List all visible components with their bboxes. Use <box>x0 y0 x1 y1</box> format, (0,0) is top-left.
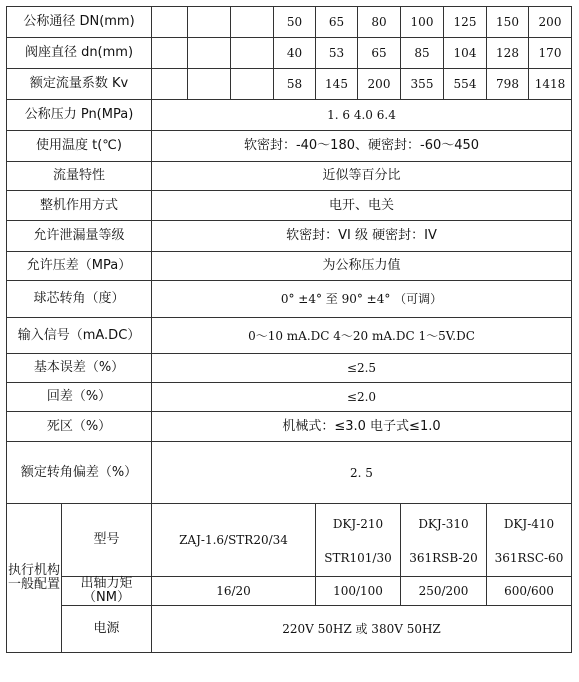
row-label: 公称压力 Pn(MPa) <box>7 100 152 131</box>
table-row-leakage-class <box>7 221 572 252</box>
model-top: DKJ-410 <box>503 517 555 531</box>
value-cell: 近似等百分比 <box>152 162 572 191</box>
value-cell: ≤2.5 <box>152 354 572 383</box>
model-option <box>401 504 487 577</box>
blank-cell <box>188 7 231 38</box>
table-row-action-mode <box>7 191 572 221</box>
power-value: 220V 50HZ 或 380V 50HZ <box>152 606 572 653</box>
table-row-actuator-model <box>7 504 572 577</box>
value-cell: 798 <box>487 69 529 100</box>
value-cell: 40 <box>274 38 316 69</box>
row-label: 流量特性 <box>7 162 152 191</box>
power-label: 电源 <box>62 606 152 653</box>
torque-value: 250/200 <box>401 577 487 606</box>
blank-cell <box>231 69 274 100</box>
row-label: 基本误差（%） <box>7 354 152 383</box>
blank-cell <box>188 69 231 100</box>
blank-cell <box>152 7 188 38</box>
value-cell: 0° ±4° 至 90° ±4° （可调） <box>152 281 572 318</box>
torque-main: 16/20 <box>152 577 316 606</box>
table-row-pressure-diff <box>7 252 572 281</box>
value-cell: 1418 <box>529 69 572 100</box>
table-row-nominal-pressure <box>7 100 572 131</box>
valve-spec-table <box>6 6 572 653</box>
row-label: 额定流量系数 Kv <box>7 69 152 100</box>
value-cell: 电开、电关 <box>152 191 572 221</box>
row-label: 阀座直径 dn(mm) <box>7 38 152 69</box>
blank-cell <box>231 7 274 38</box>
value-cell: 1. 6 4.0 6.4 <box>152 100 572 131</box>
row-label: 整机作用方式 <box>7 191 152 221</box>
value-cell: 0～10 mA.DC 4～20 mA.DC 1～5V.DC <box>152 318 572 354</box>
model-bottom: 361RSB-20 <box>409 551 478 565</box>
value-cell: 80 <box>358 7 401 38</box>
table-row-flow-coefficient <box>7 69 572 100</box>
model-label: 型号 <box>62 504 152 577</box>
table-row-angle-deviation <box>7 442 572 504</box>
table-row-flow-characteristic <box>7 162 572 191</box>
torque-value: 600/600 <box>487 577 572 606</box>
value-cell: 为公称压力值 <box>152 252 572 281</box>
table-row-basic-error <box>7 354 572 383</box>
value-cell: 50 <box>274 7 316 38</box>
value-cell: 128 <box>487 38 529 69</box>
row-label: 回差（%） <box>7 383 152 412</box>
table-row-actuator-torque <box>7 577 572 606</box>
value-cell: 85 <box>401 38 444 69</box>
value-cell: 53 <box>316 38 358 69</box>
table-row-seat-diameter <box>7 38 572 69</box>
model-bottom: STR101/30 <box>324 551 392 565</box>
value-cell: 软密封：VI 级 硬密封：IV <box>152 221 572 252</box>
value-cell: 170 <box>529 38 572 69</box>
table-row-dead-zone <box>7 412 572 442</box>
value-cell: 软密封：-40～180、硬密封：-60～450 <box>152 131 572 162</box>
blank-cell <box>231 38 274 69</box>
model-option <box>487 504 572 577</box>
value-cell: 200 <box>529 7 572 38</box>
value-cell: 554 <box>444 69 487 100</box>
table-row-rotation-angle <box>7 281 572 318</box>
blank-cell <box>152 69 188 100</box>
value-cell: 58 <box>274 69 316 100</box>
table-row-nominal-diameter <box>7 7 572 38</box>
value-cell: 145 <box>316 69 358 100</box>
value-cell: 125 <box>444 7 487 38</box>
torque-value: 100/100 <box>316 577 401 606</box>
value-cell: 200 <box>358 69 401 100</box>
value-cell: 65 <box>358 38 401 69</box>
table-row-temperature <box>7 131 572 162</box>
model-bottom: 361RSC-60 <box>494 551 564 565</box>
blank-cell <box>188 38 231 69</box>
model-option <box>316 504 401 577</box>
blank-cell <box>152 38 188 69</box>
row-label: 输入信号（mA.DC） <box>7 318 152 354</box>
model-main: ZAJ-1.6/STR20/34 <box>152 504 316 577</box>
model-top: DKJ-210 <box>332 517 384 531</box>
row-label: 使用温度 t(℃) <box>7 131 152 162</box>
table-row-actuator-power <box>7 606 572 653</box>
value-cell: 2. 5 <box>152 442 572 504</box>
actuator-group-label: 执行机构一般配置 <box>7 504 62 653</box>
row-label: 额定转角偏差（%） <box>7 442 152 504</box>
model-top: DKJ-310 <box>418 517 469 531</box>
row-label: 允许压差（MPa） <box>7 252 152 281</box>
torque-label: 出轴力矩（NM） <box>62 577 152 606</box>
value-cell: 150 <box>487 7 529 38</box>
row-label: 允许泄漏量等级 <box>7 221 152 252</box>
value-cell: ≤2.0 <box>152 383 572 412</box>
value-cell: 100 <box>401 7 444 38</box>
table-row-input-signal <box>7 318 572 354</box>
table-row-hysteresis <box>7 383 572 412</box>
value-cell: 104 <box>444 38 487 69</box>
value-cell: 机械式：≤3.0 电子式≤1.0 <box>152 412 572 442</box>
row-label: 公称通径 DN(mm) <box>7 7 152 38</box>
row-label: 死区（%） <box>7 412 152 442</box>
value-cell: 65 <box>316 7 358 38</box>
value-cell: 355 <box>401 69 444 100</box>
row-label: 球芯转角（度） <box>7 281 152 318</box>
